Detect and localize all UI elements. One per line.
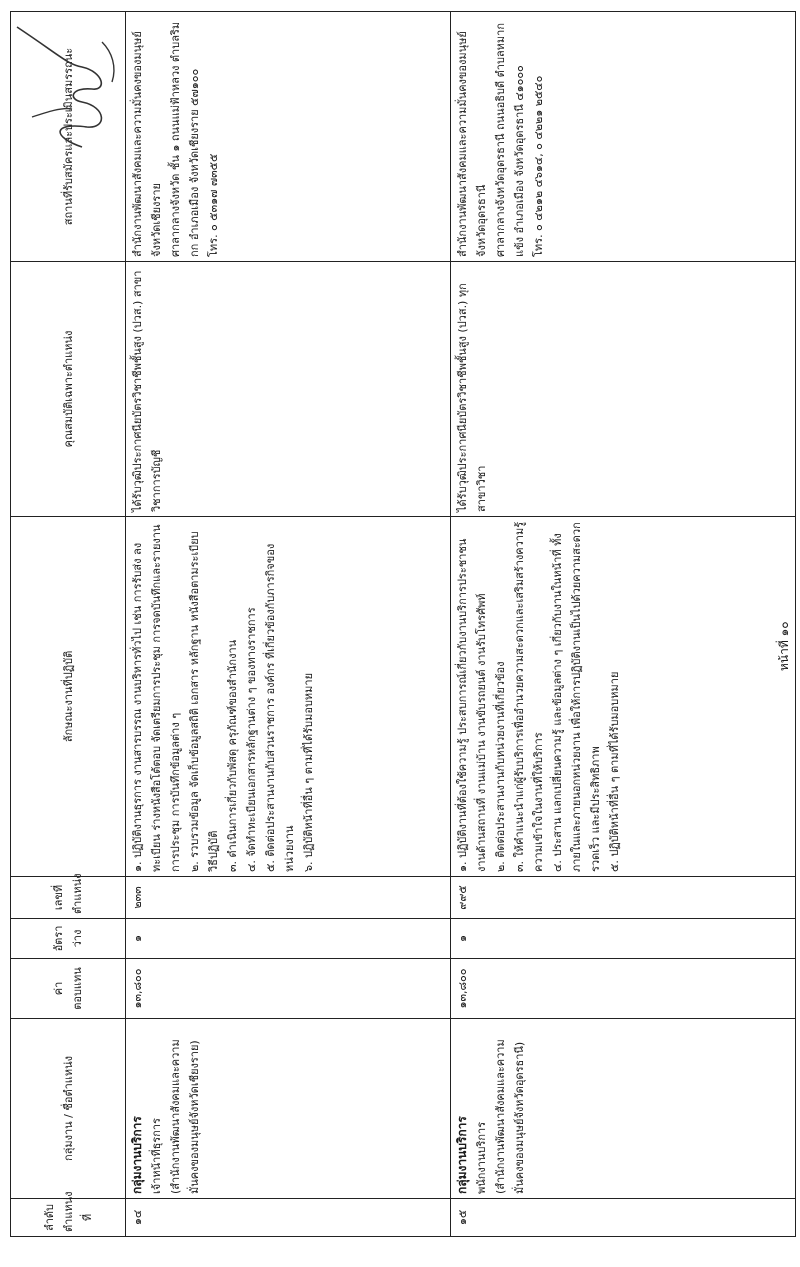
venue-phone: โทร. ๐ ๕๓๑๗ ๗๓๕๕ xyxy=(207,153,220,257)
group-title: กลุ่มงานบริการ xyxy=(130,1116,144,1194)
row-venue xyxy=(451,12,796,262)
header-duties: ลักษณะงานที่ปฏิบัติ xyxy=(11,517,126,877)
header-seq: ลำดับตำแหน่งที่ xyxy=(11,1199,126,1237)
duty-item: ๑. ปฏิบัติงานที่ต้องใช้ความรู้ ประสบการณ์เกี่ยวกับงานบริการประชาชน งานด้านสถานที่ งานแม่บ้าน งานขับรถยนต์ งานรับโทรศัพท์ xyxy=(456,538,488,872)
header-vacancy: อัตราว่าง xyxy=(11,919,126,959)
group-title: กลุ่มงานบริการ xyxy=(455,1116,469,1194)
header-venue: สถานที่รับสมัครและประเมินสมรรถนะ xyxy=(11,12,126,262)
venue-address: ศาลากลางจังหวัดอุดรธานี ถนนอธิบดี ตำบลหมากแข้ง อำเภอเมือง จังหวัดอุดรธานี ๔๑๐๐๐ xyxy=(494,22,526,257)
header-row xyxy=(11,12,126,1237)
row-vacancy: ๑ xyxy=(451,919,796,959)
row-duties xyxy=(451,517,796,877)
header-qualification: คุณสมบัติเฉพาะตำแหน่ง xyxy=(11,262,126,517)
table-row xyxy=(451,12,796,1237)
duty-item: ๓. ให้คำแนะนำแก่ผู้รับบริการเพื่ออำนวยความสะดวกและเสริมสร้างความรู้ความเข้าใจในงานที่ให้บริการ xyxy=(513,521,545,872)
table-row xyxy=(126,12,451,1237)
row-seq: ๑๕ xyxy=(451,1199,796,1237)
row-position-cell xyxy=(126,1019,451,1199)
duty-item: ๑. ปฏิบัติงานธุรการ งานสารบรรณ งานบริหารทั่วไป เช่น การรับส่ง ลงทะเบียน ร่างหนังสือโต้ตอบ จัดเตรียมการประชุม การจดบันทึกและรายงานการประชุม การบันทึกข้อมูลต่าง ๆ xyxy=(131,524,182,872)
duty-item: ๔. ประสาน แลกเปลี่ยนความรู้ และข้อมูลต่าง ๆ เกี่ยวกับงานในหน้าที่ ทั้งภายในและภายนอกหน่วยงาน เพื่อให้การปฏิบัติงานเป็นไปด้วยความสะดวก รวดเร็ว และมีประสิทธิภาพ xyxy=(551,522,602,872)
header-salary: ค่าตอบแทน xyxy=(11,959,126,1019)
row-position-no: ๙๙๕ xyxy=(451,877,796,919)
row-qualification: ได้รับวุฒิประกาศนียบัตรวิชาชีพชั้นสูง (ปวส.) ทุกสาขาวิชา xyxy=(451,262,796,517)
duty-item: ๖. ปฏิบัติหน้าที่อื่น ๆ ตามที่ได้รับมอบหมาย xyxy=(302,672,315,872)
row-position-cell xyxy=(451,1019,796,1199)
recruitment-table xyxy=(10,11,796,1237)
row-salary: ๑๓,๘๐๐ xyxy=(451,959,796,1019)
row-venue xyxy=(126,12,451,262)
row-position-no: ๒๓๓ xyxy=(126,877,451,919)
duty-item: ๕. ติดต่อประสานงานกับส่วนราชการ องค์กร ที่เกี่ยวข้องกับภารกิจของหน่วยงาน xyxy=(264,543,296,872)
row-qualification: ได้รับวุฒิประกาศนียบัตรวิชาชีพชั้นสูง (ปวส.) สาขาวิชาการบัญชี xyxy=(126,262,451,517)
office-name: (สำนักงานพัฒนาสังคมและความมั่นคงของมนุษย์จังหวัดอุดรธานี) xyxy=(494,1039,526,1194)
duty-item: ๒. รวบรวมข้อมูล จัดเก็บข้อมูลสถิติ เอกสาร หลักฐาน หนังสือตามระเบียบวิธีปฏิบัติ xyxy=(188,531,220,872)
venue-address: ศาลากลางจังหวัด ชั้น ๑ ถนนแม่ฟ้าหลวง ตำบลริมกก อำเภอเมือง จังหวัดเชียงราย ๕๗๑๐๐ xyxy=(169,21,201,257)
page-number: หน้าที่ ๑๐ xyxy=(777,621,791,671)
duty-item: ๓. ดำเนินการเกี่ยวกับพัสดุ ครุภัณฑ์ของสำนักงาน xyxy=(226,639,239,872)
header-position: กลุ่มงาน / ชื่อตำแหน่ง xyxy=(11,1019,126,1199)
duty-item: ๔. จัดทำทะเบียนเอกสารหลักฐานต่าง ๆ ของทางราชการ xyxy=(245,607,258,872)
venue-office: สำนักงานพัฒนาสังคมและความมั่นคงของมนุษย์จังหวัดอุดรธานี xyxy=(456,31,488,257)
venue-office: สำนักงานพัฒนาสังคมและความมั่นคงของมนุษย์จังหวัดเชียงราย xyxy=(131,31,163,257)
duty-item: ๒. ติดต่อประสานงานกับหน่วยงานที่เกี่ยวข้อง xyxy=(494,661,507,872)
row-duties xyxy=(126,517,451,877)
duty-item: ๕. ปฏิบัติหน้าที่อื่น ๆ ตามที่ได้รับมอบหมาย xyxy=(608,671,621,872)
handwritten-signature-icon xyxy=(12,17,132,157)
row-vacancy: ๑ xyxy=(126,919,451,959)
row-salary: ๑๓,๘๐๐ xyxy=(126,959,451,1019)
position-title: เจ้าหน้าที่ธุรการ xyxy=(150,1118,163,1194)
header-position-no: เลขที่ตำแหน่ง xyxy=(11,877,126,919)
row-seq: ๑๔ xyxy=(126,1199,451,1237)
position-title: พนักงานบริการ xyxy=(475,1121,488,1194)
office-name: (สำนักงานพัฒนาสังคมและความมั่นคงของมนุษย์จังหวัดเชียงราย) xyxy=(169,1039,201,1194)
venue-phone: โทร. ๐ ๔๒๑๒ ๔๖๑๔, ๐ ๔๒๒๑ ๒๕๔๐ xyxy=(532,75,545,257)
